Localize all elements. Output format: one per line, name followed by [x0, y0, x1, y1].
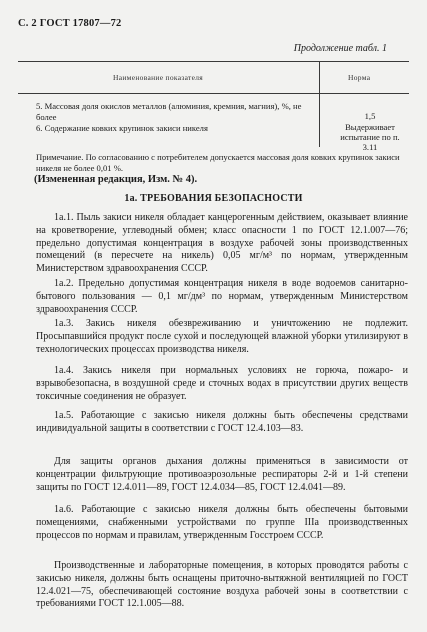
paragraph-premises: Производственные и лабораторные помещения, в которых проводятся работы с закисью никеля, должны быть оснащены приточно-вытяжной вентиляцией по ГОСТ 12.4.021—75, обеспечивающей состояние воздуха рабочей зоны в соответствии с требованиями ГОСТ 12.1.005—88.	[36, 560, 408, 610]
paragraph-1a2: 1а.2. Предельно допустимая концентрация никеля в воде водоемов санитарно-бытового пользования — 0,1 мг/дм³ по нормам, утвержденным Министерством здравоохранения СССР.	[36, 278, 408, 315]
paragraph-1a1: 1а.1. Пыль закиси никеля обладает канцерогенным действием, оказывает влияние на кроветворение, углеводный обмен; класс опасности 1 по ГОСТ 12.1.007—76; предельно допустимая концентрация в воздухе рабочей зоны производственных помещений (в пересчете на никель) 0,05 мг/м³ по нормам, утвержденным Министерством здравоохранения СССР.	[36, 212, 408, 275]
page-header: С. 2 ГОСТ 17807—72	[18, 18, 122, 29]
table-row-indicator-5: 5. Массовая доля окислов металлов (алюминия, кремния, магния), %, не более	[36, 101, 302, 122]
edition-note: (Измененная редакция, Изм. № 4).	[34, 174, 198, 185]
column-header-norm: Норма	[348, 73, 371, 82]
column-header-indicator: Наименование показателя	[113, 73, 204, 82]
table-continuation-label: Продолжение табл. 1	[293, 43, 387, 54]
paragraph-1a6: 1а.6. Работающие с закисью никеля должны быть обеспечены бытовыми помещениями, снабженными устройствами по группе IIIа производственных процессов по нормам и правилам, утвержденным Госстроем СССР.	[36, 504, 408, 541]
section-title: 1а. ТРЕБОВАНИЯ БЕЗОПАСНОСТИ	[124, 193, 303, 204]
paragraph-respiratory: Для защиты органов дыхания должны применяться в зависимости от концентрации фильтрующие противоаэрозольные респираторы 2-й и 1-й степени защиты по ГОСТ 12.4.011—89, ГОСТ 12.4.034—85, ГОСТ 12.4.041—89.	[36, 456, 408, 493]
table-row-norm-6: Выдерживает испытание по п. 3.11	[340, 122, 400, 153]
paragraph-1a5: 1а.5. Работающие с закисью никеля должны быть обеспечены средствами индивидуальной защиты в соответствии с ГОСТ 12.4.103—83.	[36, 410, 408, 434]
table-row-norm-5: 1,5	[364, 111, 376, 121]
table-note: Примечание. По согласованию с потребителем допускается массовая доля ковких крупинок закиси никеля не более 0,01 %.	[36, 152, 400, 173]
table-column-divider	[319, 61, 320, 147]
paragraph-1a4: 1а.4. Закись никеля при нормальных условиях не горюча, пожаро- и взрывобезопасна, в воздушной среде и сточных водах в присутствии других веществ токсичные соединения не образует.	[36, 365, 408, 402]
table-top-rule	[18, 61, 409, 62]
table-row-indicator-6: 6. Содержание ковких крупинок закиси никеля	[36, 123, 208, 133]
paragraph-1a3: 1а.3. Закись никеля обезвреживанию и уничтожению не подлежит. Просыпавшийся продукт после сухой и последующей влажной уборки утилизируют в технологических процессах производства никеля.	[36, 318, 408, 355]
table-header-rule	[18, 93, 409, 94]
